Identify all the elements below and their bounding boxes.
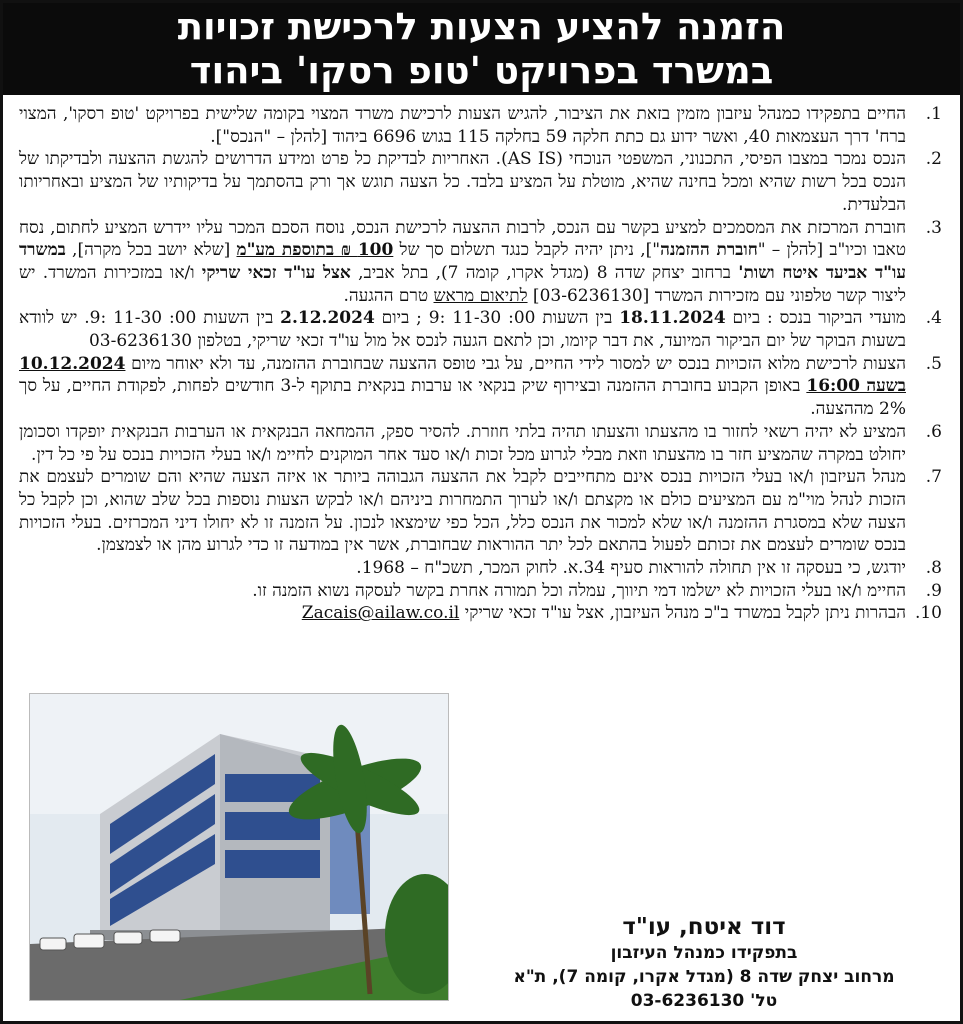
clause-5 — [19, 353, 946, 421]
clause-number: 3. — [925, 217, 942, 238]
clause-10 — [19, 602, 946, 625]
visit-date-1: 18.11.2024 — [619, 308, 726, 329]
visit-date-2: 2.12.2024 — [280, 308, 375, 329]
clause-text: בין השעות 00: 11-30 :9 ; ביום — [374, 308, 620, 329]
clause-text: החיימ ו/או בעלי הזכויות לא ישלמו דמי תיווך, עמלה וכל תמורה אחרת בקשר לעסקה נשוא הזמנה זו. — [252, 580, 906, 601]
clause-text: [שלא יושב בכל מקרה], — [65, 240, 237, 261]
header-banner — [3, 3, 960, 95]
clause-3 — [19, 217, 946, 308]
clause-number: 7. — [925, 467, 942, 488]
email-link[interactable]: Zacais@ailaw.co.il — [301, 603, 460, 624]
clause-6 — [19, 421, 946, 466]
notice-body — [3, 95, 960, 625]
headline-line-1: הזמנה להציע הצעות לרכישת זכויות — [177, 5, 786, 48]
clause-number: 2. — [925, 149, 942, 170]
clause-text: "], ניתן יהיה לקבל כנגד תשלום סך של — [393, 240, 661, 261]
clause-2 — [19, 148, 946, 216]
clause-number: 6. — [925, 421, 942, 442]
clause-text: הנכס נמכר במצבו הפיסי, התכנוני, המשפטי הנוכחי (AS IS). האחריות לבדיקת כל פרט ומידע הדרושים להגשת ההצעה ולבדיקתו של הנכס בכל רשות שהיא ומכל בחינה שהיא, מוטלת על המציע בלבד. כל הצעה תוגש אך ורק בהסתמך על בדיקותיו של המציע ובאחריותו הבלעדית. — [19, 149, 906, 215]
clause-1 — [19, 103, 946, 148]
price-underlined: 100 ₪ בתוספת מע"מ — [236, 240, 394, 261]
headline-line-2: במשרד בפרויקט 'טופ רסקו' ביהוד — [189, 49, 774, 92]
clause-text: הצעות לרכישת מלוא הזכויות בנכס יש למסור לידי החיים, על גבי טופס ההצעה שבחוברת ההזמנה, עד ולא יאוחר מיום — [125, 353, 906, 374]
signatory-address: מרחוב יצחק שדה 8 (מגדל אקרו, קומה 7), ת"א — [513, 967, 895, 987]
clause-bold-term: חוברת ההזמנה — [660, 240, 758, 261]
clause-text: המציע לא יהיה רשאי לחזור בו מהצעתו והצעתו תהיה בלתי חוזרת. להסיר ספק, ההמחאה הבנקאית או הערבות הבנקאית יופקדו וסכומן יחולט במקרה שהמציע חזר בו מהצעתו וזאת מבלי לגרוע מכל זכות ו/או סעד אחר המוקנים לחיימ ו/או בעלי הזכויות בנכס על פי כל דין. — [19, 421, 906, 465]
clause-text: החיים בתפקידו כמנהל עיזבון מזמין בזאת את הציבור, להגיש הצעות לרכישת משרד המצוי בקומה שלישית בפרויקט 'טופ רסקו', המצוי ברח' דרך העצמאות 40, ואשר ידוע גם כתת חלקה 59 בחלקה 115 בגוש 6696 ביהוד [להלן – "הנכס"]. — [19, 104, 906, 147]
clause-4 — [19, 307, 946, 352]
signature-block — [469, 913, 939, 1013]
signatory-phone: טל' 03-6236130 — [630, 991, 778, 1011]
clause-text: בין השעות 00: 11-30 :9. יש לוודא בשעות הבוקר של יום הביקור המיועד, את דבר קיומו, וכן לתאם הגעה לנכס אל מול עו"ד זכאי שריקי, בטלפון 03-6236130 — [19, 308, 906, 352]
contact-lawyer-bold: אצל עו"ד זכאי שריקי — [201, 262, 351, 283]
clause-text: ו/או במזכירות המשרד. יש ליצור קשר טלפוני עם מזכירות המשרד [03-6236130] — [19, 262, 906, 306]
signatory-role: בתפקידו כמנהל העיזבון — [610, 943, 798, 963]
clause-text: יודגש, כי בעסקה זו אין תחולה להוראות סעיף 34.א. לחוק המכר, תשכ"ח – 1968. — [356, 558, 906, 579]
clause-number: 1. — [925, 104, 942, 124]
office-building-photo — [29, 693, 449, 1001]
clause-number: 10. — [914, 603, 942, 624]
clause-8 — [19, 557, 946, 580]
building-illustration — [30, 694, 448, 1000]
clause-text: מנהל העיזבון ו/או בעלי הזכויות בנכס אינם מתחייבים לקבל את ההצעה הגבוהה ביותר או איזה הצעה שהיא והם שומרים לעצמם את הזכות לנהל מוי"מ עם המציעים כולם או מקצתם ו/או לערוך התמחרות ביניהם ו/או לבקש הצעות נוספות בכל שלב שהוא, וכן לקבל כל הצעה שלא במסגרת ההזמנה ו/או שלא למכור את הנכס כלל, הכל כפי שימצאו לנכון. על הזמנה זו לא יחולו דיני המכרזים. בעלי הזכויות בנכס שומרים לעצמם את זכותם לפעול בהתאם לכל יתר ההוראות שבחוברת, אשר אין במודעה זו כדי לגרוע מהן או לצמצמן. — [19, 467, 906, 556]
clauses-list — [19, 103, 946, 625]
clause-text: מועדי הביקור בנכס : ביום — [725, 308, 906, 329]
clause-number: 9. — [925, 580, 942, 601]
signatory-name: דוד איטח, עו"ד — [622, 914, 786, 940]
clause-text: הבהרות ניתן לקבל במשרד ב"כ מנהל העיזבון, אצל עו"ד זכאי שריקי — [459, 603, 906, 624]
clause-text: ברחוב יצחק שדה 8 (מגדל אקרו, קומה 7), בתל אביב, — [350, 262, 739, 283]
clause-text: חוברת המרכזת את המסמכים למציע בקשר עם הנכס, לרבות ההצעה לרכישת הנכס, נוסח הסכם המכר עליו יידרש המציע לחתום, נסח טאבו וכיו"ב [להלן – " — [19, 217, 907, 261]
deadline-underlined: 10.12.2024 בשעה 16:00 — [19, 353, 906, 397]
clause-number: 4. — [925, 308, 942, 329]
office-name-bold: במשרד עו"ד אביעד איטח ושות' — [19, 240, 906, 283]
clause-number: 8. — [925, 558, 942, 579]
clause-9 — [19, 580, 946, 603]
clause-number: 5. — [925, 353, 942, 374]
clause-7 — [19, 466, 946, 557]
coordination-underlined: לתיאום מראש — [433, 285, 528, 306]
clause-text: טרם ההגעה. — [343, 285, 434, 306]
clause-text: באופן הקבוע בחוברת ההזמנה ובצירוף שיק בנקאי או ערבות בנקאית בתוקף ל-3 חודשים לפחות, לפקודת החיים, על סך 2% מההצעה. — [19, 376, 906, 420]
